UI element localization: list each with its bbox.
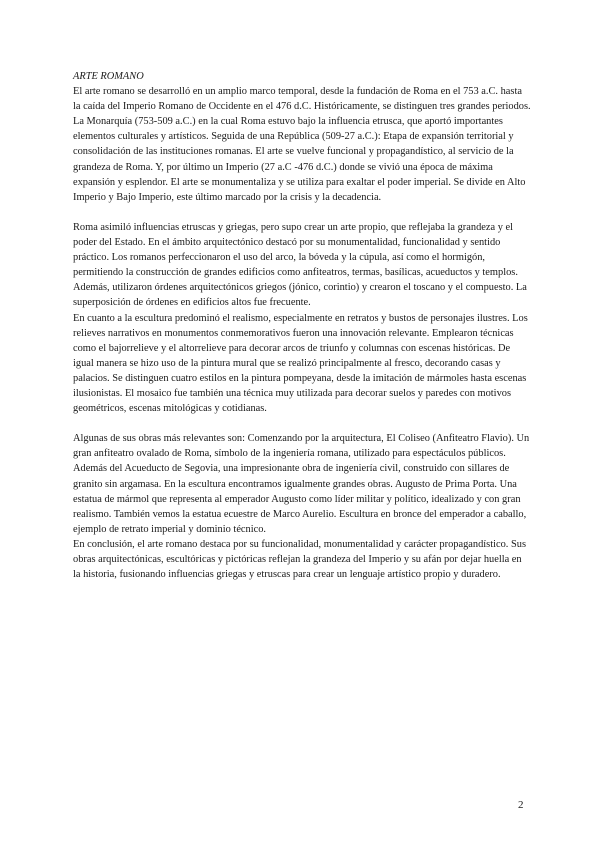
paragraph-sculpture-painting: En cuanto a la escultura predominó el realismo, especialmente en retratos y bustos de personajes ilustres. Los relieves narrativos en monumentos conmemorativos fueron una innovación relevante. Emplearon técnicas como el bajorrelieve y el altorrelieve para decorar arcos de triunfo y columnas con escenas históricas. De igual manera se hizo uso de la pintura mural que se realizó principalmente al fresco, decorando casas y palacios. Se distinguen cuatro estilos en la pintura pompeyana, desde la imitación de mármoles hasta escenas ilusionistas. El mosaico fue también una técnica muy utilizada para decorar suelos y paredes con motivos geométricos, escenas mitológicas y cotidianas.: [73, 312, 528, 415]
paragraph-architecture: Roma asimiló influencias etruscas y griegas, pero supo crear un arte propio, que reflejaba la grandeza y el poder del Estado. En el ámbito arquitectónico destacó por su monumentalidad, funcionalidad y sentido práctico. Los romanos perfeccionaron el uso del arco, la bóveda y la cúpula, así como el hormigón, permitiendo la construcción de grandes edificios como anfiteatros, termas, basílicas, acueductos y templos. Además, utilizaron órdenes arquitectónicos griegos (jónico, corintio) y crearon el toscano y el compuesto. La superposición de órdenes en edificios altos fue frecuente.: [73, 221, 527, 309]
paragraph-relevant-works: Algunas de sus obras más relevantes son: Comenzando por la arquitectura, El Coliseo (Anfiteatro Flavio). Un gran anfiteatro ovalado de Roma, símbolo de la ingeniería romana, utilizado para espectáculos públicos. Además del Acueducto de Segovia, una impresionante obra de ingeniería civil, construido con sillares de granito sin argamasa. En la escultura encontramos igualmente grandes obras. Augusto de Prima Porta. Una estatua de mármol que representa al emperador Augusto como líder militar y político, idealizado y con gran realismo. También vemos la estatua ecuestre de Marco Aurelio. Escultura en bronce del emperador a caballo, ejemplo de retrato imperial y dominio técnico.: [73, 433, 530, 535]
page-number: 2: [518, 799, 524, 811]
document-body: [73, 69, 531, 582]
paragraph-spacer: [73, 416, 531, 431]
paragraph-periods: El arte romano se desarrolló en un amplio marco temporal, desde la fundación de Roma en el 753 a.C. hasta la caída del Imperio Romano de Occidente en el 476 d.C. Históricamente, se distinguen tres grandes periodos. La Monarquía (753-509 a.C.) en la cual Roma estuvo bajo la influencia etrusca, que aportó importantes elementos culturales y artísticos. Seguida de una República (509-27 a.C.): Etapa de expansión territorial y consolidación de las instituciones romanas. El arte se vuelve funcional y propagandístico, al servicio de la grandeza de Roma. Y, por último un Imperio (27 a.C -476 d.C.) donde se vivió una época de máxima expansión y esplendor. El arte se monumentaliza y se utiliza para exaltar el poder imperial. Se divide en Alto Imperio y Bajo Imperio, este último marcado por la crisis y la decadencia.: [73, 86, 531, 203]
paragraph-conclusion: En conclusión, el arte romano destaca por su funcionalidad, monumentalidad y carácter propagandístico. Sus obras arquitectónicas, escultóricas y pictóricas reflejan la grandeza del Imperio y su afán por dejar huella en la historia, fusionando influencias griegas y etruscas para crear un lenguaje artístico propio y duradero.: [73, 538, 527, 581]
paragraph-spacer: [73, 205, 531, 220]
document-title: ARTE ROMANO: [73, 71, 144, 82]
